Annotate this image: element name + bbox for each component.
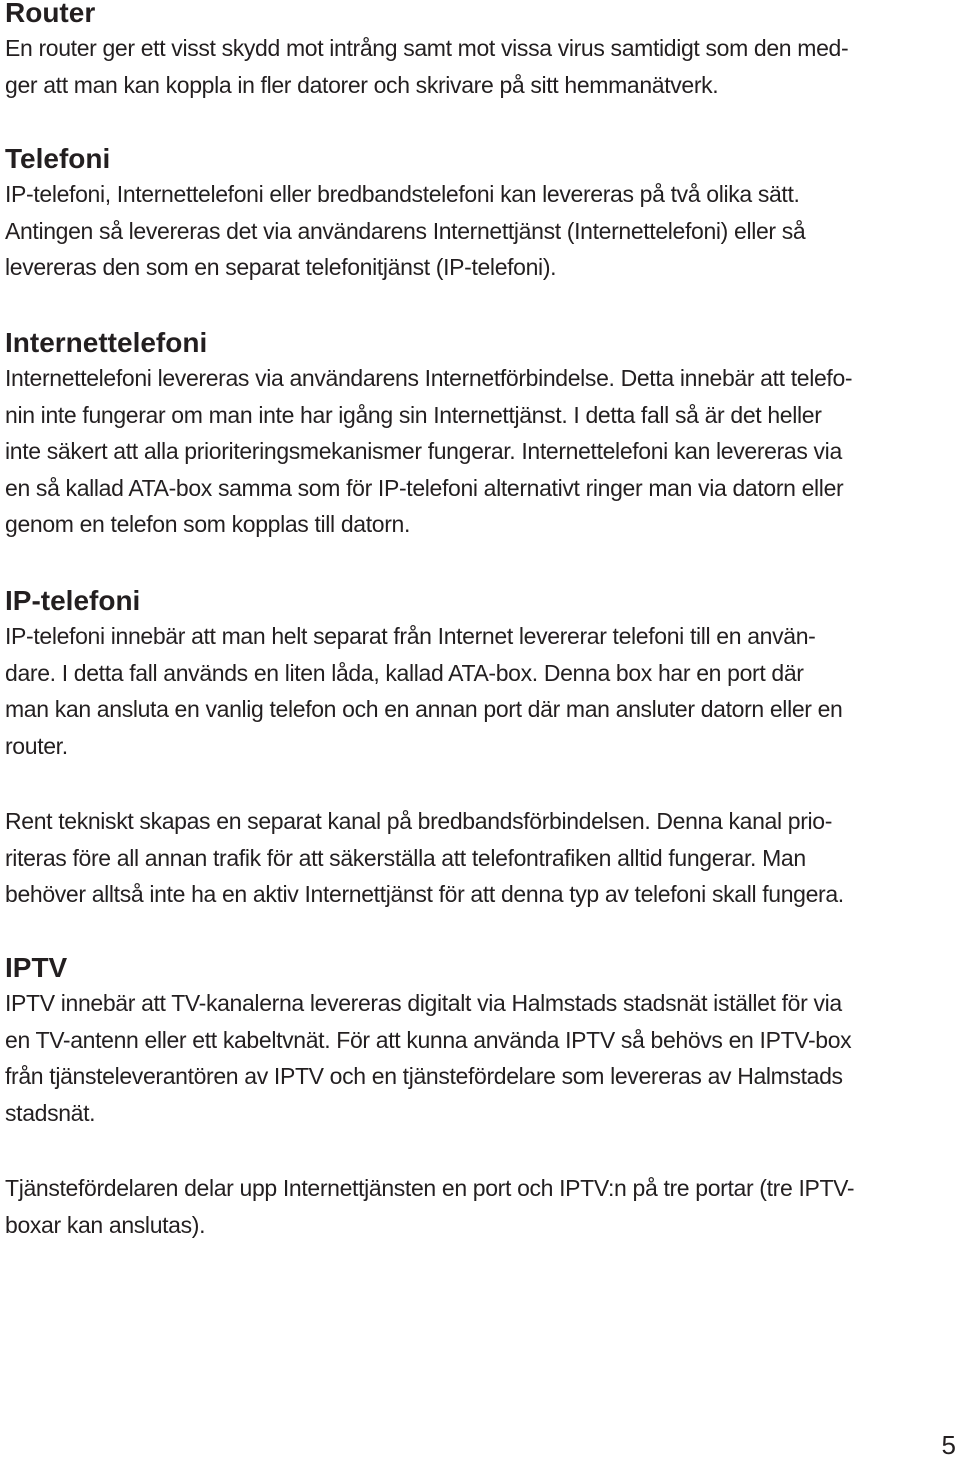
paragraph-line: från tjänsteleverantören av IPTV och en tjänstefördelare som levereras av Halmstads <box>5 1063 843 1089</box>
paragraph-line: Tjänstefördelaren delar upp Internettjänsten en port och IPTV:n på tre portar (tre IPTV- <box>5 1175 855 1201</box>
paragraph-line: router. <box>5 732 68 759</box>
section-internettelefoni <box>5 326 955 543</box>
paragraph-tjanstefordelaren <box>5 1170 955 1243</box>
paragraph-line: behöver alltså inte ha en aktiv Internettjänst för att denna typ av telefoni skall fungera. <box>5 881 844 907</box>
section-telefoni <box>5 142 955 286</box>
paragraph-kanal <box>5 803 955 913</box>
section-iptv <box>5 951 955 1131</box>
paragraph-line: genom en telefon som kopplas till datorn. <box>5 511 411 537</box>
paragraph-line: Antingen så levereras det via användarens Internettjänst (Internettelefoni) eller så <box>5 217 806 244</box>
paragraph-line: IP-telefoni, Internettelefoni eller bredbandstelefoni kan levereras på två olika sätt. <box>5 181 800 207</box>
section-heading: Router <box>5 0 96 28</box>
section-heading: IPTV <box>5 952 68 983</box>
paragraph-line: IPTV innebär att TV-kanalerna levereras digitalt via Halmstads stadsnät istället för via <box>5 990 842 1016</box>
paragraph-line: inte säkert att alla prioriteringsmekanismer fungerar. Internettelefoni kan levereras via <box>5 438 842 464</box>
paragraph-line: man kan ansluta en vanlig telefon och en annan port där man ansluter datorn eller en <box>5 696 843 722</box>
paragraph-line: levereras den som en separat telefonitjänst (IP-telefoni). <box>5 254 557 280</box>
section-router <box>5 0 955 103</box>
paragraph-line: boxar kan anslutas). <box>5 1211 206 1238</box>
paragraph-line: IP-telefoni innebär att man helt separat från Internet levererar telefoni till en använ- <box>5 623 816 649</box>
paragraph-line: nin inte fungerar om man inte har igång sin Internettjänst. I detta fall så är det heller <box>5 401 822 428</box>
paragraph-line: Internettelefoni levereras via användarens Internetförbindelse. Detta innebär att telefo- <box>5 365 853 391</box>
section-ip-telefoni <box>5 584 955 764</box>
section-heading: Internettelefoni <box>5 327 208 358</box>
paragraph-line: En router ger ett visst skydd mot intrång samt mot vissa virus samtidigt som den med- <box>5 35 849 61</box>
paragraph-line: Rent tekniskt skapas en separat kanal på bredbandsförbindelsen. Denna kanal prio- <box>5 808 833 834</box>
section-heading: Telefoni <box>5 143 111 174</box>
paragraph-line: ger att man kan koppla in fler datorer och skrivare på sitt hemmanätverk. <box>5 71 719 98</box>
paragraph-line: dare. I detta fall används en liten låda, kallad ATA-box. Denna box har en port där <box>5 659 804 686</box>
paragraph-line: en TV-antenn eller ett kabeltvnät. För att kunna använda IPTV så behövs en IPTV-box <box>5 1026 852 1053</box>
paragraph-line: riteras före all annan trafik för att säkerställa att telefontrafiken alltid fungerar. Man <box>5 844 806 871</box>
paragraph-line: stadsnät. <box>5 1099 96 1126</box>
paragraph-line: en så kallad ATA-box samma som för IP-telefoni alternativt ringer man via datorn eller <box>5 474 844 501</box>
page-number: 5 <box>941 1430 956 1460</box>
section-heading: IP-telefoni <box>5 585 141 616</box>
